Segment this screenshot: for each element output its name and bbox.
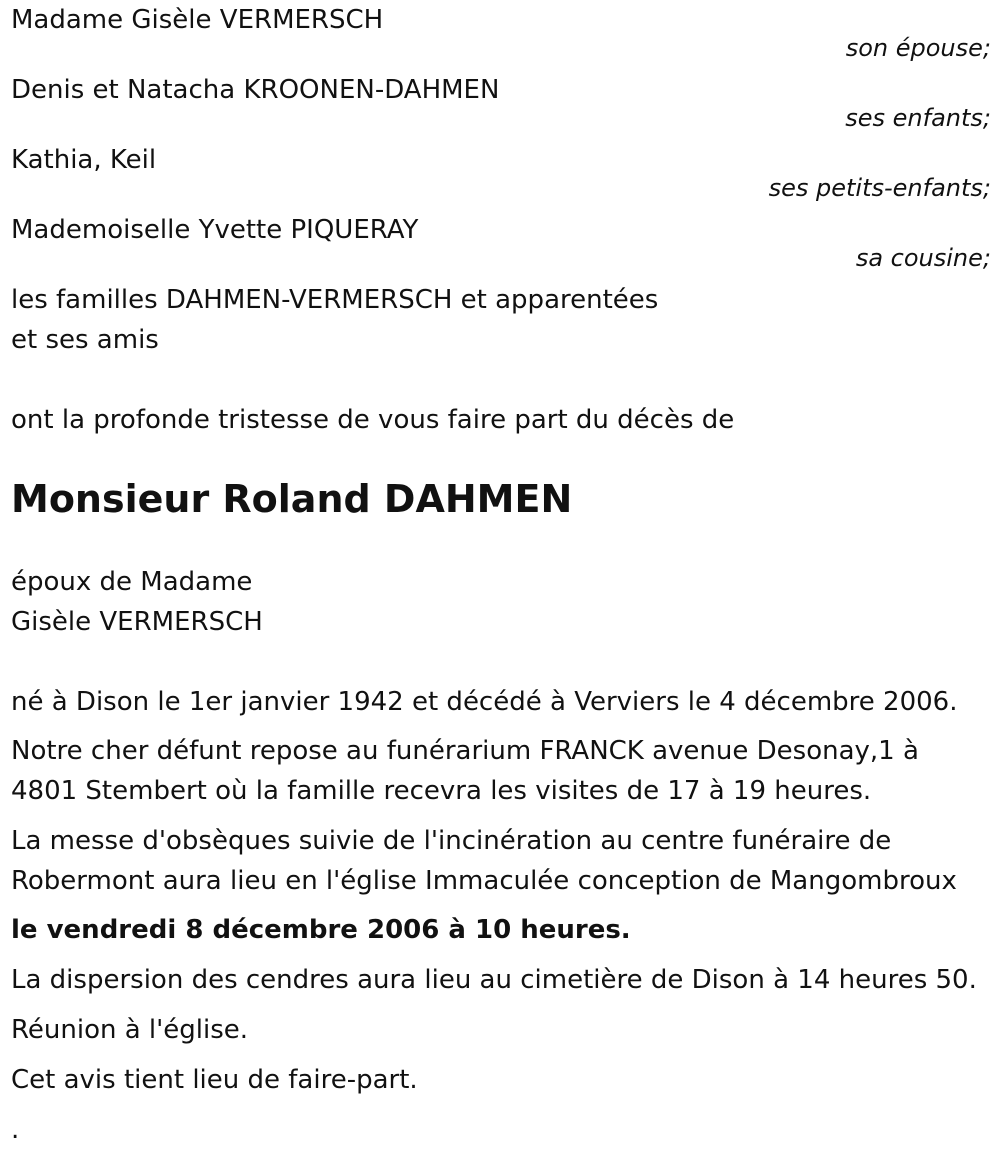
family-member-name: Mademoiselle Yvette PIQUERAY bbox=[11, 215, 419, 245]
deceased-name: Monsieur Roland DAHMEN bbox=[11, 477, 573, 521]
mass-date: le vendredi 8 décembre 2006 à 10 heures. bbox=[11, 915, 631, 945]
family-member-name: Kathia, Keil bbox=[11, 145, 157, 175]
families-line: les familles DAHMEN-VERMERSCH et apparentées bbox=[11, 285, 659, 315]
family-member-spouse bbox=[11, 0, 991, 60]
notice-text: Cet avis tient lieu de faire-part. bbox=[11, 1065, 418, 1095]
family-member-role: sa cousine; bbox=[855, 244, 991, 272]
mass-line: La messe d'obsèques suivie de l'incinération au centre funéraire de bbox=[11, 826, 892, 856]
rest-location-line: Notre cher défunt repose au funérarium FRANCK avenue Desonay,1 à bbox=[11, 736, 919, 766]
family-member-role: ses petits-enfants; bbox=[768, 174, 991, 202]
spouse-name: Gisèle VERMERSCH bbox=[11, 607, 263, 637]
family-member-name: Madame Gisèle VERMERSCH bbox=[11, 5, 384, 35]
family-member-children bbox=[11, 70, 991, 130]
announcement-text: ont la profonde tristesse de vous faire part du décès de bbox=[11, 405, 735, 435]
reunion-text: Réunion à l'église. bbox=[11, 1015, 249, 1045]
visiting-hours-line: 4801 Stembert où la famille recevra les visites de 17 à 19 heures. bbox=[11, 776, 872, 806]
obituary-notice bbox=[11, 0, 991, 1150]
spouse-line: époux de Madame bbox=[11, 567, 253, 597]
family-member-grandchildren bbox=[11, 140, 991, 200]
church-line: Robermont aura lieu en l'église Immaculée conception de Mangombroux bbox=[11, 866, 957, 896]
trailing-dot: . bbox=[11, 1115, 20, 1145]
family-member-cousin bbox=[11, 210, 991, 270]
family-member-role: ses enfants; bbox=[845, 104, 991, 132]
family-member-role: son épouse; bbox=[845, 34, 991, 62]
birth-death-text: né à Dison le 1er janvier 1942 et décédé à Verviers le 4 décembre 2006. bbox=[11, 687, 958, 717]
family-member-name: Denis et Natacha KROONEN-DAHMEN bbox=[11, 75, 500, 105]
friends-line: et ses amis bbox=[11, 325, 159, 355]
dispersion-text: La dispersion des cendres aura lieu au cimetière de Dison à 14 heures 50. bbox=[11, 965, 977, 995]
